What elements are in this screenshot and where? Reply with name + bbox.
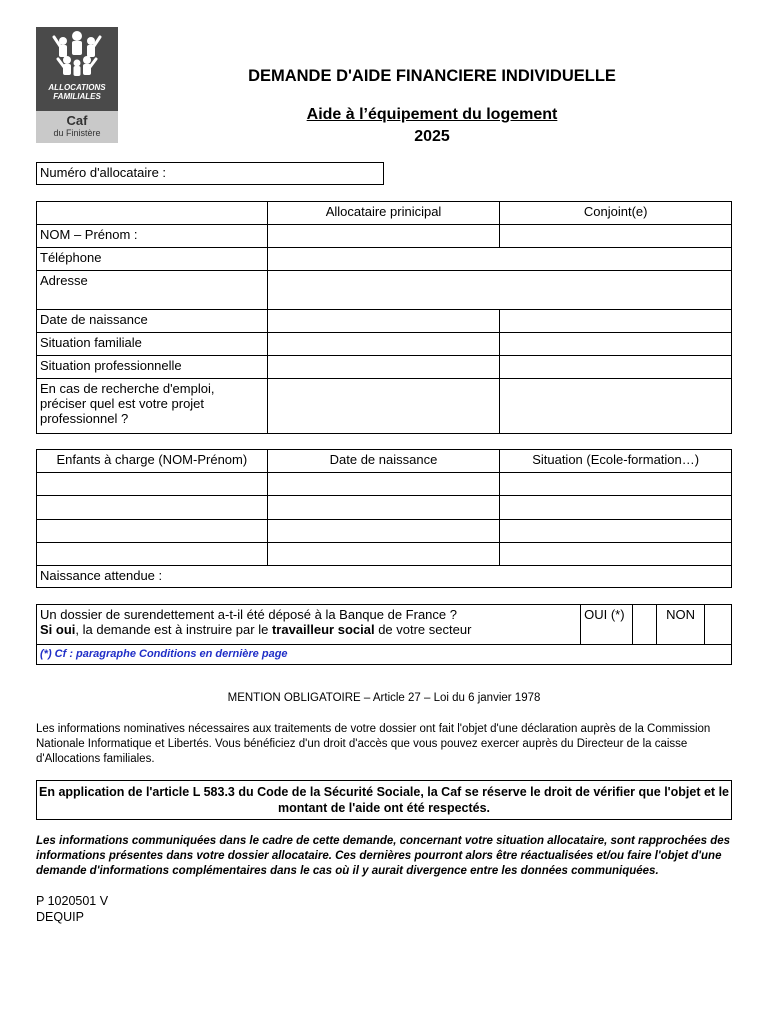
social-worker-label: travailleur social	[271, 622, 375, 637]
input-expected-birth[interactable]	[37, 566, 732, 588]
form-title: DEMANDE D'AIDE FINANCIERE INDIVIDUELLE	[248, 67, 616, 85]
label-naissance: Date de naissance	[37, 310, 268, 333]
debt-question-row	[37, 605, 732, 645]
row-naissance	[37, 310, 732, 333]
debt-note-row	[37, 645, 732, 665]
legal-notice-box: En application de l'article L 583.3 du Code de la Sécurité Sociale, la Caf se réserve le droit de vérifier que l'objet et le montant de l'aide ont été respectés.	[36, 780, 732, 820]
debt-question-cell	[37, 605, 581, 645]
input-nom-principal[interactable]	[267, 225, 500, 248]
form-code: P 1020501 V	[36, 894, 109, 908]
input-child-birth[interactable]	[267, 543, 500, 566]
logo-department: du Finistère	[53, 128, 101, 138]
input-naissance-principal[interactable]	[267, 310, 500, 333]
header-child-birth: Date de naissance	[267, 450, 500, 473]
label-expected-birth: Naissance attendue :	[40, 568, 163, 583]
input-child-birth[interactable]	[267, 496, 500, 520]
children-header-row	[37, 450, 732, 473]
header-child-name: Enfants à charge (NOM-Prénom)	[37, 450, 268, 473]
input-child-name[interactable]	[37, 543, 268, 566]
input-professionnelle-principal[interactable]	[267, 356, 500, 379]
input-telephone[interactable]	[267, 248, 731, 271]
logo-caption	[36, 111, 118, 143]
row-professionnelle	[37, 356, 732, 379]
family-figures-icon	[36, 27, 118, 83]
input-professionnelle-conjoint[interactable]	[500, 356, 732, 379]
input-child-situation[interactable]	[500, 520, 732, 543]
input-child-name[interactable]	[37, 520, 268, 543]
input-child-situation[interactable]	[500, 473, 732, 496]
table-row	[37, 520, 732, 543]
cnil-info-text: Les informations nominatives nécessaires aux traitements de votre dossier ont fait l'objet d'une déclaration auprès de la Commission Nationale Informatique et Libertés. Vous bénéficiez d'un droit d'accès que vous pouvez exercer auprès du Directeur de la caisse d'Allocations familiales.	[36, 723, 711, 765]
row-expected-birth	[37, 566, 732, 588]
input-child-situation[interactable]	[500, 496, 732, 520]
table-row	[37, 496, 732, 520]
allocataire-number-label: Numéro d'allocataire :	[40, 165, 167, 180]
logo-emblem	[36, 27, 118, 111]
allocataire-number-field[interactable]	[36, 162, 384, 185]
input-child-name[interactable]	[37, 473, 268, 496]
caf-logo	[36, 27, 118, 143]
conditions-note: (*) Cf : paragraphe Conditions en dernière page	[37, 645, 732, 665]
label-professionnelle: Situation professionnelle	[37, 356, 268, 379]
row-projet	[37, 379, 732, 434]
input-projet-conjoint[interactable]	[500, 379, 732, 434]
input-nom-conjoint[interactable]	[500, 225, 732, 248]
logo-line1: ALLOCATIONS	[48, 83, 106, 92]
header-empty-cell	[37, 202, 268, 225]
row-adresse	[37, 271, 732, 310]
label-adresse: Adresse	[37, 271, 268, 310]
oui-label: OUI (*)	[581, 605, 633, 645]
label-nom: NOM – Prénom :	[37, 225, 268, 248]
header-conjoint: Conjoint(e)	[500, 202, 732, 225]
if-yes-label: Si oui	[40, 622, 76, 637]
row-familiale	[37, 333, 732, 356]
row-telephone	[37, 248, 732, 271]
header-principal: Allocataire prinicipal	[267, 202, 500, 225]
input-familiale-principal[interactable]	[267, 333, 500, 356]
form-name: DEQUIP	[36, 910, 84, 924]
header-child-situation: Situation (Ecole-formation…)	[500, 450, 732, 473]
input-adresse[interactable]	[267, 271, 731, 310]
logo-brand: Caf	[66, 113, 88, 128]
label-projet: En cas de recherche d'emploi, préciser quel est votre projet professionnel ?	[37, 379, 268, 434]
input-familiale-conjoint[interactable]	[500, 333, 732, 356]
input-projet-principal[interactable]	[267, 379, 500, 434]
input-naissance-conjoint[interactable]	[500, 310, 732, 333]
input-child-birth[interactable]	[267, 473, 500, 496]
oui-checkbox[interactable]	[633, 605, 657, 645]
form-subtitle: Aide à l’équipement du logement	[306, 106, 558, 123]
mandatory-mention: MENTION OBLIGATOIRE – Article 27 – Loi du 6 janvier 1978	[227, 692, 541, 704]
children-table	[36, 449, 732, 588]
input-child-name[interactable]	[37, 496, 268, 520]
form-reference	[36, 893, 108, 925]
label-telephone: Téléphone	[37, 248, 268, 271]
input-child-birth[interactable]	[267, 520, 500, 543]
table-row	[37, 543, 732, 566]
input-child-situation[interactable]	[500, 543, 732, 566]
if-yes-end: de votre secteur	[374, 622, 472, 637]
debt-question: Un dossier de surendettement a-t-il été déposé à la Banque de France ?	[40, 607, 457, 622]
if-yes-text: , la demande est à instruire par le	[75, 622, 272, 637]
logo-line2: FAMILIALES	[53, 92, 101, 101]
row-nom	[37, 225, 732, 248]
debt-table	[36, 604, 732, 665]
non-checkbox[interactable]	[705, 605, 732, 645]
table-header-row	[37, 202, 732, 225]
applicant-table	[36, 201, 732, 434]
non-label: NON	[657, 605, 705, 645]
table-row	[37, 473, 732, 496]
form-year: 2025	[414, 128, 450, 145]
label-familiale: Situation familiale	[37, 333, 268, 356]
data-sharing-notice: Les informations communiquées dans le cadre de cette demande, concernant votre situation allocataire, sont rapprochées des informations présentes dans votre dossier allocataire. Ces dernières pourront alors être réactualisées et/ou faire l'objet d'une demande d'informations complémentaires dans le cas où il y aurait divergence entre les données communiquées.	[36, 835, 731, 877]
